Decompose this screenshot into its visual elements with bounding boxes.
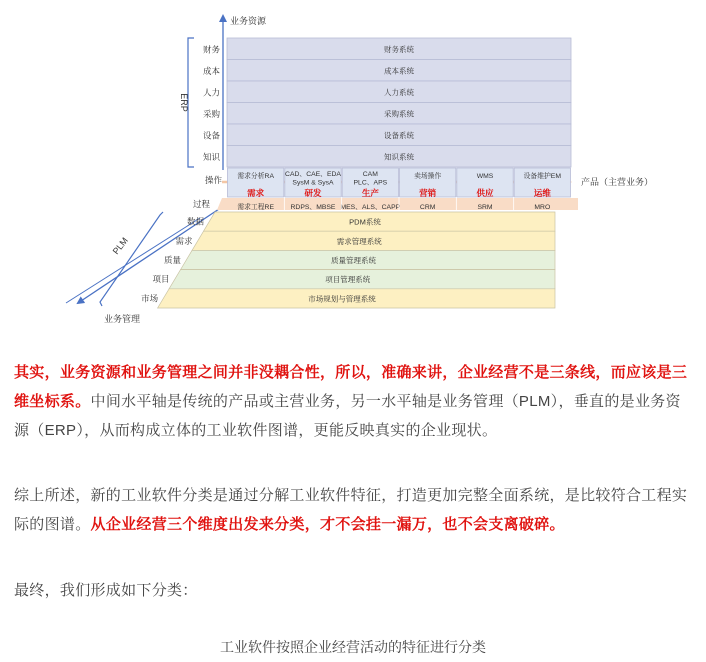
erp-row-label: 成本 [203, 65, 221, 76]
erp-system-label: 设备系统 [384, 130, 414, 140]
erp-group-label: ERP [179, 93, 189, 112]
product-stage-label: 供应 [476, 188, 494, 198]
y-axis-label: 业务资源 [230, 16, 267, 26]
paragraph-body: 综上所述，新的工业软件分类是通过分解工业软件特征，打造更加完整全面系统，是比较符合工程实际的图谱。 [14, 487, 688, 533]
product-stage-label: 需求 [247, 188, 265, 198]
z-axis-label: 业务管理 [104, 314, 141, 324]
product-tool-label: 设备维护EM [523, 173, 562, 180]
erp-row-label: 人力 [203, 87, 221, 98]
erp-row-label: 知识 [203, 151, 221, 162]
plm-system-label: 市场规划与管理系统 [308, 294, 376, 304]
product-tool-label: CAD、CAE、EDA [285, 171, 341, 178]
product-tool-label: PLC、APS [353, 179, 388, 187]
erp-system-label: 成本系统 [384, 66, 414, 76]
product-stage-label: 生产 [361, 188, 379, 198]
product-stage-label: 研发 [304, 188, 322, 198]
plm-system-label: PDM系统 [349, 217, 381, 227]
product-row-label-operation: 操作 [205, 175, 223, 185]
product-row-label-process: 过程 [193, 199, 211, 209]
product-tool-label: 卖场操作 [414, 173, 442, 180]
product-process-label: MES、ALS、CAPP [340, 204, 401, 211]
paragraph-highlight: 其实，业务资源和业务管理之间并非没耦合性，所以，准确来讲，企业经营不是三条线，而应该是三维坐标系。 [14, 364, 688, 410]
plm-row-label: 质量 [164, 255, 182, 265]
erp-system-label: 财务系统 [384, 44, 414, 54]
x-axis-label: 产品（主营业务） [581, 177, 654, 187]
plm-row-label: 数据 [187, 216, 205, 227]
product-stage-label: 运维 [533, 188, 551, 198]
paragraph-body: 中间水平轴是传统的产品或主营业务，另一水平轴是业务管理（PLM），垂直的是业务资源（ERP），从而构成立体的工业软件图谱，更能反映真实的企业现状。 [14, 393, 681, 439]
plm-row-label: 项目 [152, 274, 170, 285]
erp-system-label: 知识系统 [384, 152, 414, 162]
erp-system-label: 采购系统 [384, 109, 414, 119]
plm-row-label: 需求 [175, 235, 193, 246]
plm-group-label: PLM [110, 235, 130, 257]
paragraph-highlight: 从企业经营三个维度出发来分类，才不会挂一漏万，也不会支离破碎。 [90, 516, 565, 533]
product-tool-label: CAM [362, 171, 378, 178]
figure-caption: 工业软件按照企业经营活动的特征进行分类 [220, 639, 486, 655]
plm-bracket [100, 212, 163, 306]
erp-system-label: 人力系统 [384, 87, 414, 97]
plm-row-label: 市场 [141, 293, 159, 304]
plm-layer [100, 212, 555, 308]
product-process-label: RDPS、MBSE [290, 204, 336, 211]
plm-system-label: 质量管理系统 [331, 256, 377, 265]
product-process-label: 需求工程RE [237, 204, 274, 211]
product-process-label: CRM [419, 204, 436, 211]
erp-row-label: 财务 [203, 44, 221, 55]
product-process-label: MRO [534, 204, 551, 211]
plm-system-label: 需求管理系统 [336, 236, 382, 246]
product-process-label: SRM [477, 204, 493, 211]
product-tool-label: SysM & SysA [292, 179, 334, 187]
erp-row-label: 设备 [203, 130, 221, 141]
erp-layer [179, 38, 571, 167]
product-layer [193, 168, 571, 212]
paragraph-final: 最终，我们形成如下分类： [14, 582, 198, 599]
product-tool-label: WMS [476, 173, 494, 180]
erp-row-label: 采购 [203, 108, 221, 119]
product-stage-label: 营销 [419, 188, 437, 198]
plm-system-label: 项目管理系统 [325, 275, 371, 285]
paragraph-summary [14, 481, 694, 539]
product-tool-label: 需求分析RA [237, 173, 274, 180]
paragraph-three-dimensions [14, 358, 694, 445]
